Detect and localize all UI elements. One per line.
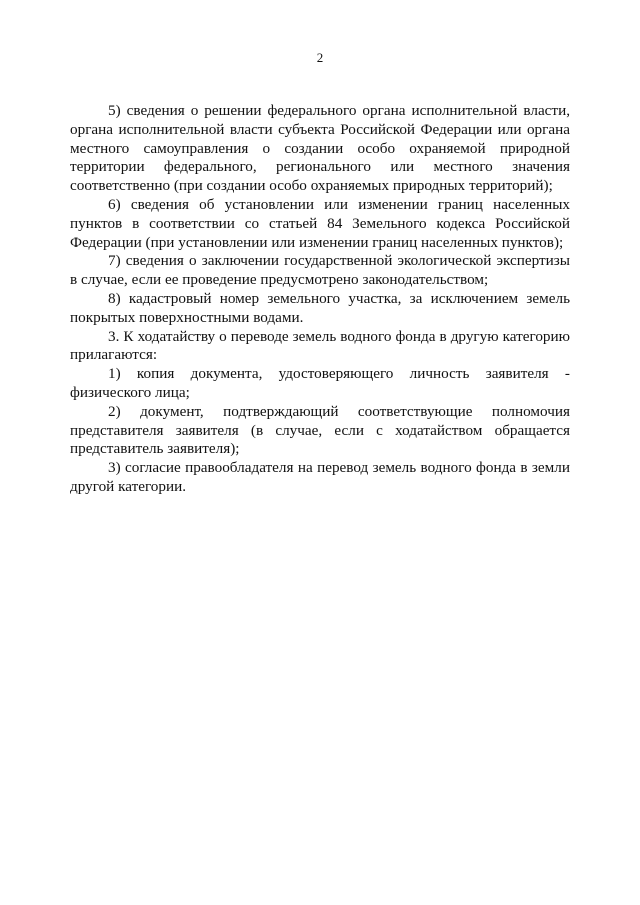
paragraph-item-5: 5) сведения о решении федерального органа исполнительной власти, органа исполнительной власти субъекта Российской Федерации или органа местного самоуправления о создании особо охраняемой природной территории федерального, регионального или местного значения соответственно (при создании особо охраняемых природных территорий);: [70, 102, 570, 195]
paragraph-attachment-2: 2) документ, подтверждающий соответствующие полномочия представителя заявителя (в случае, если с ходатайством обращается представитель заявителя);: [70, 402, 570, 458]
paragraph-item-6: 6) сведения об установлении или изменении границ населенных пунктов в соответствии со статьей 84 Земельного кодекса Российской Федерации (при установлении или изменении границ населенных пунктов);: [70, 195, 570, 251]
page-number: 2: [316, 50, 324, 65]
document-body: [70, 102, 570, 497]
paragraph-attachment-3: 3) согласие правообладателя на перевод земель водного фонда в земли другой категории.: [70, 459, 570, 495]
paragraph-attachment-1: 1) копия документа, удостоверяющего личность заявителя - физического лица;: [70, 365, 570, 401]
paragraph-section-3: 3. К ходатайству о переводе земель водного фонда в другую категорию прилагаются:: [70, 327, 570, 364]
paragraph-item-8: 8) кадастровый номер земельного участка, за исключением земель покрытых поверхностными водами.: [70, 289, 570, 326]
paragraph-item-7: 7) сведения о заключении государственной экологической экспертизы в случае, если ее проведение предусмотрено законодательством;: [70, 252, 570, 289]
